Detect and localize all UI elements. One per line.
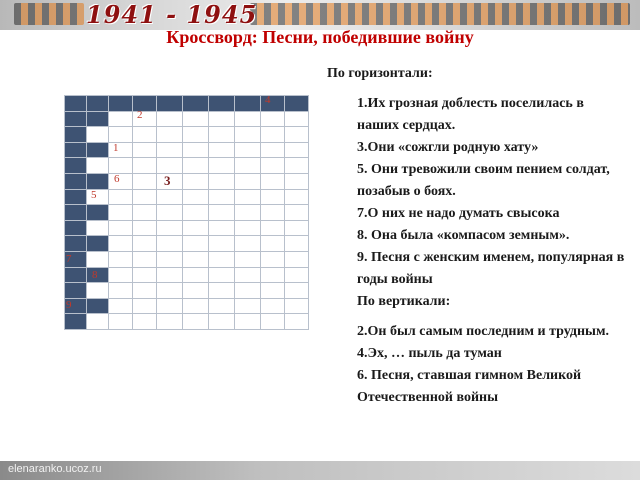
clue-number-1: 1 (113, 142, 119, 154)
clues-panel (357, 93, 627, 409)
crossword-cell (156, 282, 183, 299)
crossword-cell (64, 142, 87, 159)
clue-across-3: 3.Они «сожгли родную хату» (357, 140, 539, 155)
clue-across-1: 1.Их грозная доблесть поселилась в наших сердцах. (357, 96, 584, 133)
crossword-cell (132, 173, 157, 190)
crossword-cell (86, 173, 109, 190)
crossword-cell (86, 142, 109, 159)
crossword-cell (182, 173, 209, 190)
crossword-cell (234, 282, 261, 299)
crossword-cell (284, 267, 309, 284)
crossword-cell (208, 189, 235, 206)
source-watermark: elenaranko.ucoz.ru (8, 463, 102, 475)
crossword-cell (64, 173, 87, 190)
crossword-cell (260, 189, 285, 206)
crossword-cell (86, 220, 109, 237)
crossword-cell (234, 95, 261, 112)
crossword-cell (64, 204, 87, 221)
crossword-cell (234, 235, 261, 252)
crossword-cell (86, 235, 109, 252)
crossword-cell (260, 235, 285, 252)
crossword-cell (234, 298, 261, 315)
crossword-cell (156, 267, 183, 284)
crossword-cell (234, 204, 261, 221)
crossword-cell (260, 298, 285, 315)
crossword-cell (284, 235, 309, 252)
crossword-cell (182, 157, 209, 174)
ribbon-decoration (250, 3, 630, 25)
crossword-cell (182, 126, 209, 143)
clue-number-9: 9 (66, 299, 72, 311)
crossword-cell (260, 157, 285, 174)
clue-number-4: 4 (265, 94, 271, 106)
crossword-cell (64, 95, 87, 112)
crossword-cell (156, 95, 183, 112)
clue-down-4: 4.Эх, … пыль да туман (357, 346, 502, 361)
clue-number-5: 5 (91, 189, 97, 201)
crossword-cell (182, 189, 209, 206)
crossword-cell (284, 173, 309, 190)
crossword-cell (132, 282, 157, 299)
crossword-cell (156, 298, 183, 315)
crossword-cell (234, 157, 261, 174)
crossword-cell (132, 126, 157, 143)
clue-across-8: 8. Она была «компасом земным». (357, 228, 570, 243)
crossword-cell (208, 111, 235, 128)
crossword-cell (284, 126, 309, 143)
crossword-cell (182, 111, 209, 128)
crossword-cell (108, 157, 133, 174)
crossword-cell (64, 235, 87, 252)
clue-down-2: 2.Он был самым последним и трудным. (357, 324, 609, 339)
clue-number-2: 2 (137, 109, 143, 121)
crossword-cell (86, 189, 109, 206)
crossword-cell (284, 220, 309, 237)
crossword-cell (64, 189, 87, 206)
crossword-cell (108, 220, 133, 237)
crossword-cell (208, 313, 235, 330)
crossword-cell (208, 251, 235, 268)
crossword-cell (260, 251, 285, 268)
crossword-cell (284, 282, 309, 299)
crossword-cell (108, 313, 133, 330)
crossword-cell (64, 157, 87, 174)
crossword-cell (108, 282, 133, 299)
crossword-cell (284, 142, 309, 159)
clue-number-6: 6 (114, 173, 120, 185)
clue-number-3: 3 (164, 173, 171, 188)
crossword-cell (86, 282, 109, 299)
header-banner (0, 0, 640, 30)
crossword-cell (182, 313, 209, 330)
clue-across-5: 5. Они тревожили своим пением солдат, позабыв о боях. (357, 162, 610, 199)
crossword-cell (260, 282, 285, 299)
crossword-cell (132, 111, 157, 128)
clue-across-9: 9. Песня с женским именем, популярная в годы войны (357, 250, 625, 287)
crossword-cell (64, 126, 87, 143)
crossword-cell (182, 142, 209, 159)
crossword-cell (86, 313, 109, 330)
crossword-cell (208, 142, 235, 159)
year-banner: 1941 - 1945 (86, 0, 258, 29)
crossword-cell (86, 298, 109, 315)
crossword-cell (132, 235, 157, 252)
crossword-cell (156, 235, 183, 252)
clue-number-7: 7 (66, 253, 72, 265)
crossword-cell (86, 204, 109, 221)
crossword-cell (182, 235, 209, 252)
crossword-cell (108, 267, 133, 284)
ribbon-decoration (14, 3, 84, 25)
crossword-cell (208, 267, 235, 284)
crossword-cell (284, 189, 309, 206)
crossword-cell (260, 204, 285, 221)
crossword-cell (182, 95, 209, 112)
crossword-cell (182, 298, 209, 315)
crossword-cell (86, 157, 109, 174)
crossword-cell (208, 204, 235, 221)
crossword-cell (132, 220, 157, 237)
crossword-cell (234, 142, 261, 159)
crossword-cell (234, 173, 261, 190)
crossword-cell (156, 220, 183, 237)
crossword-cell (234, 251, 261, 268)
crossword-cell (182, 251, 209, 268)
crossword-cell (108, 204, 133, 221)
crossword-cell (108, 298, 133, 315)
crossword-cell (108, 126, 133, 143)
crossword-cell (156, 251, 183, 268)
crossword-cell (108, 142, 133, 159)
crossword-cell (260, 142, 285, 159)
crossword-grid (64, 95, 308, 329)
crossword-cell (132, 157, 157, 174)
crossword-cell (260, 126, 285, 143)
crossword-cell (284, 313, 309, 330)
crossword-cell (64, 282, 87, 299)
crossword-cell (132, 313, 157, 330)
crossword-cell (64, 267, 87, 284)
crossword-cell (132, 267, 157, 284)
crossword-cell (64, 111, 87, 128)
crossword-cell (182, 220, 209, 237)
crossword-cell (64, 220, 87, 237)
crossword-cell (208, 95, 235, 112)
crossword-cell (208, 235, 235, 252)
crossword-cell (284, 204, 309, 221)
crossword-cell (208, 298, 235, 315)
crossword-cell (108, 173, 133, 190)
crossword-cell (86, 251, 109, 268)
crossword-cell (208, 126, 235, 143)
clue-number-8: 8 (92, 269, 98, 281)
crossword-cell (208, 173, 235, 190)
crossword-cell (132, 204, 157, 221)
crossword-cell (208, 220, 235, 237)
crossword-cell (284, 157, 309, 174)
crossword-cell (132, 189, 157, 206)
clue-down-6: 6. Песня, ставшая гимном Великой Отечественной войны (357, 368, 582, 405)
crossword-cell (108, 235, 133, 252)
crossword-cell (156, 189, 183, 206)
crossword-cell (108, 251, 133, 268)
crossword-cell (86, 126, 109, 143)
crossword-cell (132, 251, 157, 268)
crossword-cell (182, 204, 209, 221)
crossword-cell (182, 282, 209, 299)
crossword-cell (260, 313, 285, 330)
crossword-cell (284, 111, 309, 128)
clue-across-7: 7.О них не надо думать свысока (357, 206, 560, 221)
crossword-cell (156, 204, 183, 221)
crossword-cell (86, 111, 109, 128)
crossword-cell (156, 111, 183, 128)
crossword-cell (108, 111, 133, 128)
across-title: По горизонтали: (327, 66, 433, 81)
crossword-cell (86, 95, 109, 112)
crossword-cell (132, 142, 157, 159)
crossword-cell (182, 267, 209, 284)
down-title: По вертикали: (357, 294, 451, 309)
crossword-cell (156, 126, 183, 143)
crossword-cell (156, 313, 183, 330)
crossword-cell (234, 220, 261, 237)
crossword-cell (64, 313, 87, 330)
crossword-cell (132, 95, 157, 112)
crossword-cell (234, 189, 261, 206)
page-title: Кроссворд: Песни, победившие войну (166, 27, 474, 47)
crossword-cell (284, 95, 309, 112)
crossword-cell (284, 251, 309, 268)
crossword-cell (208, 282, 235, 299)
crossword-cell (132, 298, 157, 315)
crossword-cell (260, 111, 285, 128)
crossword-cell (234, 126, 261, 143)
crossword-cell (156, 142, 183, 159)
crossword-cell (156, 157, 183, 174)
crossword-cell (260, 220, 285, 237)
crossword-cell (208, 157, 235, 174)
crossword-cell (260, 173, 285, 190)
crossword-cell (284, 298, 309, 315)
crossword-cell (260, 267, 285, 284)
crossword-cell (108, 95, 133, 112)
crossword-cell (260, 95, 285, 112)
crossword-cell (108, 189, 133, 206)
crossword-cell (234, 313, 261, 330)
crossword-cell (234, 267, 261, 284)
crossword-cell (234, 111, 261, 128)
